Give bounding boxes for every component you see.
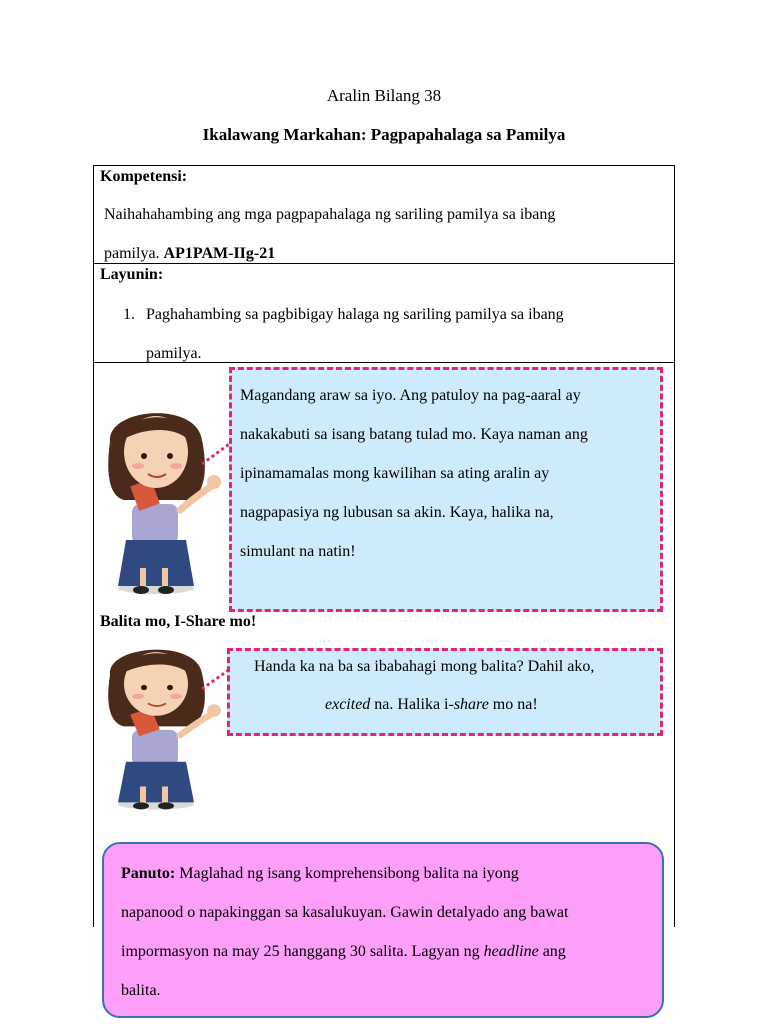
bubble2-line-1: Handa ka na ba sa ibabahagi mong balita? Dahil ako, <box>254 658 595 675</box>
speech-bubble-1 <box>229 367 663 612</box>
table-left-border <box>93 165 94 927</box>
panuto-line-3-start: impormasyon na may 25 hanggang 30 salita. Lagyan ng <box>121 943 484 960</box>
panuto-line-3-end: ang <box>538 943 566 960</box>
panuto-headline: headline <box>483 943 539 960</box>
panuto-line-4: balita. <box>121 982 161 999</box>
table-right-border <box>674 165 675 927</box>
bubble1-line-5: simulant na natin! <box>240 543 356 560</box>
table-top-border <box>93 165 674 166</box>
kompetensi-line-1: Naihahahambing ang mga pagpapahalaga ng sariling pamilya sa ibang <box>104 206 556 223</box>
panuto-label: Panuto: <box>121 865 176 882</box>
kompetensi-line-2-text: pamilya. <box>104 245 164 262</box>
bubble2-end: mo na! <box>488 696 538 713</box>
kompetensi-heading: Kompetensi: <box>100 168 188 185</box>
balita-heading: Balita mo, I-Share mo! <box>100 613 257 630</box>
layunin-item-number: 1. <box>123 306 135 323</box>
bubble2-share: share <box>453 696 489 713</box>
lesson-title: Aralin Bilang 38 <box>326 86 442 105</box>
kompetensi-line-2 <box>104 244 275 264</box>
panuto-box <box>102 842 664 1018</box>
bubble2-line-2 <box>325 695 538 715</box>
bubble1-line-2: nakakabuti sa isang batang tulad mo. Kaya naman ang <box>240 426 588 443</box>
bubble1-line-1: Magandang araw sa iyo. Ang patuloy na pag-aaral ay <box>240 387 581 404</box>
quarter-title: Ikalawang Markahan: Pagpapahalaga sa Pamilya <box>202 125 566 144</box>
panuto-line-2: napanood o napakinggan sa kasalukuyan. Gawin detalyado ang bawat <box>121 904 569 921</box>
panuto-text <box>104 844 662 1010</box>
bubble2-excited: excited <box>325 696 371 713</box>
panuto-line-1-text: Maglahad ng isang komprehensibong balita na iyong <box>175 865 519 882</box>
teacher-illustration-1 <box>96 400 231 598</box>
layunin-line-1: Paghahambing sa pagbibigay halaga ng sariling pamilya sa ibang <box>146 306 564 323</box>
kompetensi-code: AP1PAM-IIg-21 <box>163 245 276 262</box>
bubble2-mid: na. Halika i- <box>370 696 454 713</box>
panuto-line-3 <box>121 932 662 971</box>
bubble1-line-3: ipinamamalas mong kawilihan sa ating aralin ay <box>240 465 550 482</box>
speech-bubble-1-text <box>232 370 660 571</box>
panuto-line-1 <box>121 854 662 893</box>
speech-bubble-2 <box>227 648 663 736</box>
layunin-line-2: pamilya. <box>146 345 202 362</box>
layunin-heading: Layunin: <box>100 266 164 283</box>
bubble1-line-4: nagpapasiya ng lubusan sa akin. Kaya, halika na, <box>240 504 554 521</box>
